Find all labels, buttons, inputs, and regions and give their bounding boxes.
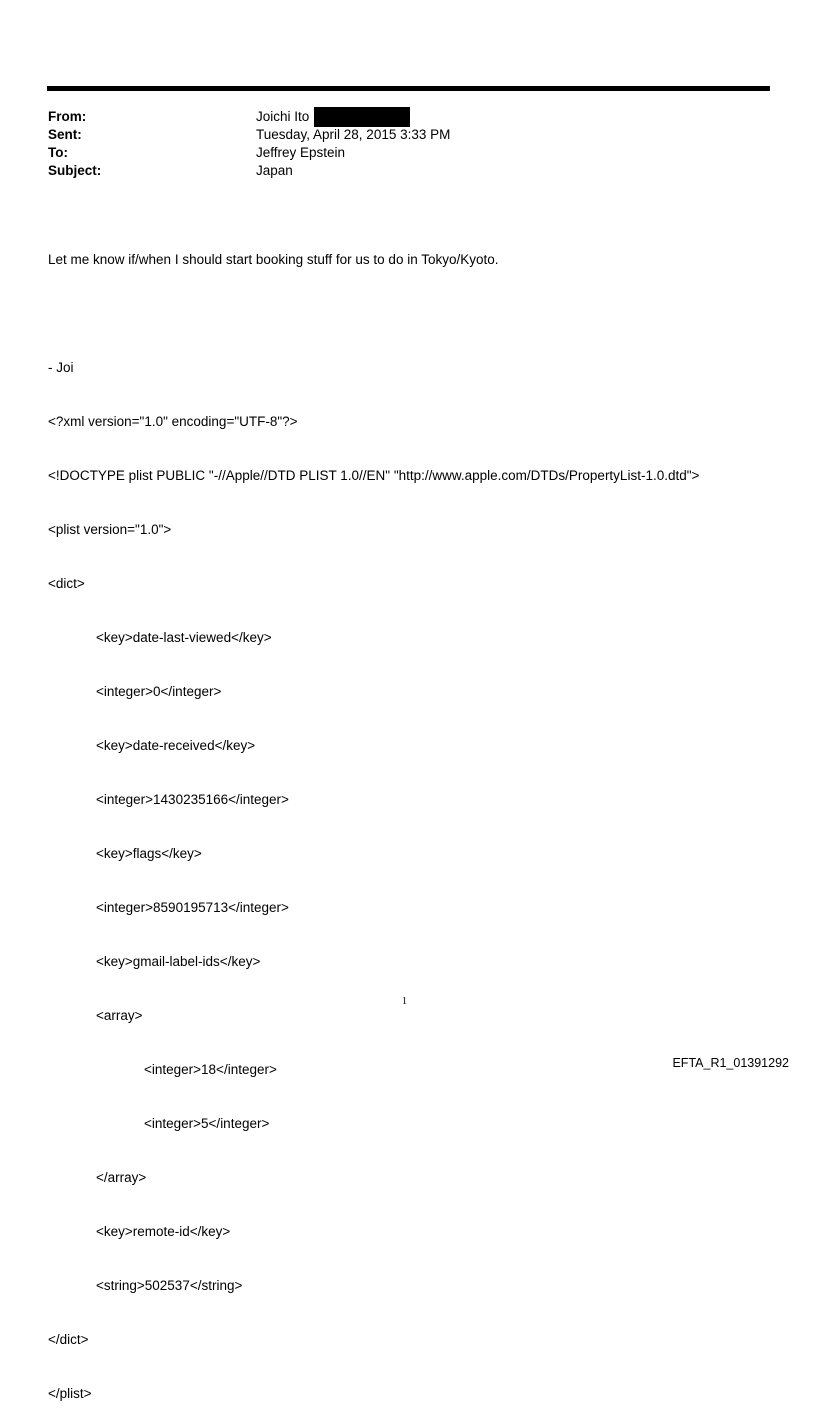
plist-line: <?xml version="1.0" encoding="UTF-8"?> — [48, 414, 298, 429]
sent-row — [48, 126, 450, 144]
to-row — [48, 144, 450, 162]
plist-line: <integer>0</integer> — [96, 684, 222, 699]
plist-line: <key>flags</key> — [96, 846, 202, 861]
from-row — [48, 108, 450, 126]
plist-line: </dict> — [48, 1332, 89, 1347]
email-header — [48, 108, 450, 180]
signature: - Joi — [48, 360, 74, 375]
subject-row — [48, 162, 450, 180]
plist-line: <!DOCTYPE plist PUBLIC "-//Apple//DTD PLIST 1.0//EN" "http://www.apple.com/DTDs/PropertyList-1.0.dtd"> — [48, 468, 700, 483]
from-name: Joichi Ito — [256, 109, 310, 124]
plist-line: <integer>18</integer> — [144, 1062, 277, 1077]
page-number: 1 — [402, 996, 407, 1007]
redaction-block — [314, 107, 410, 127]
document-id: EFTA_R1_01391292 — [672, 1056, 789, 1070]
plist-line: <integer>5</integer> — [144, 1116, 270, 1131]
plist-line: <integer>1430235166</integer> — [96, 792, 289, 807]
from-value — [256, 108, 410, 126]
plist-line: </plist> — [48, 1386, 92, 1401]
from-label: From: — [48, 109, 87, 124]
plist-line: <string>502537</string> — [96, 1278, 243, 1293]
plist-line: <array> — [96, 1008, 143, 1023]
plist-line: <key>gmail-label-ids</key> — [96, 954, 261, 969]
header-divider — [47, 86, 770, 91]
plist-line: <integer>8590195713</integer> — [96, 900, 289, 915]
to-label: To: — [48, 145, 68, 160]
plist-line: <key>remote-id</key> — [96, 1224, 231, 1239]
to-value: Jeffrey Epstein — [256, 145, 346, 160]
email-body — [48, 215, 699, 1421]
subject-value: Japan — [256, 163, 293, 178]
sent-value: Tuesday, April 28, 2015 3:33 PM — [256, 127, 451, 142]
blank-line — [48, 305, 699, 323]
plist-line: <plist version="1.0"> — [48, 522, 172, 537]
plist-line: <key>date-received</key> — [96, 738, 256, 753]
message-text: Let me know if/when I should start booking stuff for us to do in Tokyo/Kyoto. — [48, 252, 499, 267]
plist-line: <key>date-last-viewed</key> — [96, 630, 272, 645]
plist-line: </array> — [96, 1170, 147, 1185]
plist-line: <dict> — [48, 576, 85, 591]
sent-label: Sent: — [48, 127, 82, 142]
subject-label: Subject: — [48, 163, 102, 178]
